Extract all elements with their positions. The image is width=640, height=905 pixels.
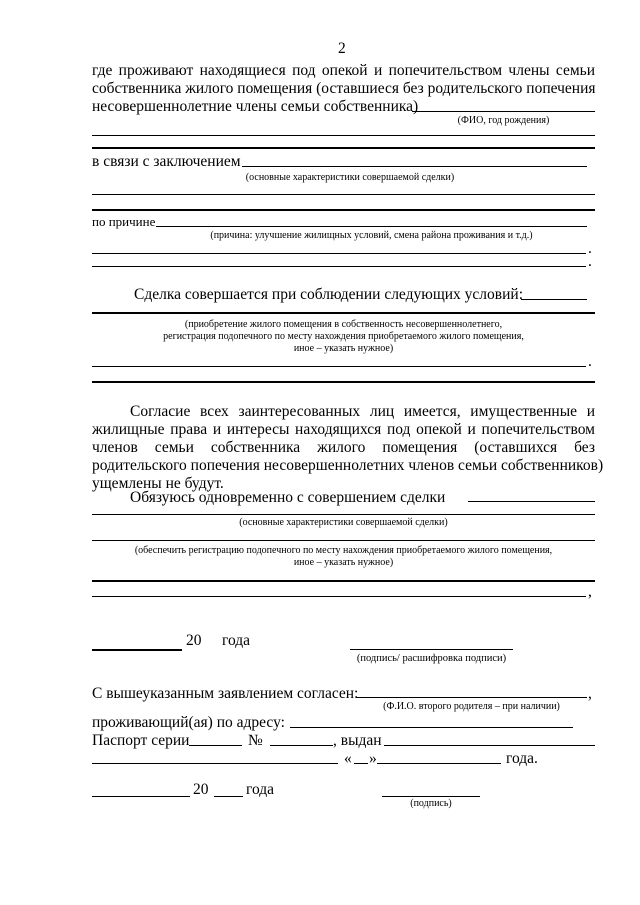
obligation-comma: , (588, 583, 592, 600)
sign2-year-field[interactable] (214, 796, 243, 797)
date-month-field[interactable] (377, 763, 501, 764)
residents-line-1: где проживают находящиеся под опекой и попечительством члены семьи (92, 62, 595, 79)
obligation-label: Обязуюсь одновременно с совершением сделки (130, 489, 446, 506)
conditions-label: Сделка совершается при соблюдении следующих условий: (134, 286, 524, 303)
second-parent-label: С вышеуказанным заявлением согласен: (92, 685, 359, 702)
reason-dot-2: . (588, 253, 592, 270)
divider-1 (92, 147, 595, 149)
residents-line-3: несовершеннолетние члены семьи собственника) (92, 98, 419, 115)
address-label: проживающий(ая) по адресу: (92, 714, 285, 731)
date-open-quote: « (344, 750, 352, 767)
passport-series-label: Паспорт серии (92, 732, 190, 749)
conditions-hint-1: (приобретение жилого помещения в собственность несовершеннолетнего, (184, 319, 503, 330)
residents-line-2: собственника жилого помещения (оставшиеся без родительского попечения (92, 80, 596, 97)
sign1-year-word: года (222, 632, 251, 649)
conditions-hint-2: регистрация подопечного по месту нахождения приобретаемого жилого помещения, (163, 331, 524, 342)
conditions-line-extra[interactable] (92, 366, 586, 367)
divider-3 (92, 381, 595, 383)
conclusion-label: в связи с заключением (92, 153, 241, 170)
sign1-signature-field[interactable] (350, 649, 513, 650)
consent-line-3: членов семьи собственника жилого помещения (оставшихся без (92, 439, 595, 456)
reason-line-3[interactable] (92, 266, 586, 267)
reason-line-2[interactable] (92, 253, 586, 254)
divider-2 (92, 209, 595, 211)
conclusion-hint: (основные характеристики совершаемой сделки) (245, 172, 455, 183)
consent-line-5: ущемлены не будут. (92, 475, 224, 492)
residents-name-field[interactable] (412, 111, 595, 112)
obligation-line-1[interactable] (92, 514, 595, 515)
residents-line-extra[interactable] (92, 135, 595, 136)
conclusion-field[interactable] (242, 166, 587, 167)
passport-number-sign: № (248, 732, 263, 749)
reason-label: по причине (92, 214, 156, 229)
obligation-hint-2a: (обеспечить регистрацию подопечного по месту нахождения приобретаемого жилого помещения, (134, 545, 553, 556)
second-parent-hint: (Ф.И.О. второго родителя – при наличии) (383, 701, 560, 712)
address-field[interactable] (290, 727, 573, 728)
residents-hint: (ФИО, год рождения) (457, 115, 550, 126)
date-year-word: года. (506, 750, 538, 767)
consent-line-4: родительского попечения несовершеннолетних членов семьи собственников) (92, 457, 604, 474)
sign1-year-prefix: 20 (186, 632, 202, 649)
conditions-line[interactable] (92, 312, 595, 314)
passport-issued-label: , выдан (333, 732, 382, 749)
date-close-quote: » (369, 750, 377, 767)
passport-issued-field-2[interactable] (92, 763, 338, 764)
divider-4 (92, 580, 595, 582)
consent-line-2: жилищные права и интересы находящихся под опекой и попечительством (92, 421, 595, 438)
conditions-field[interactable] (521, 299, 587, 300)
sign2-year-word: года (246, 781, 275, 798)
consent-line-1: Согласие всех заинтересованных лиц имеется, имущественные и (130, 403, 595, 420)
passport-number-field[interactable] (270, 745, 333, 746)
second-parent-name-field[interactable] (356, 697, 587, 698)
page-number: 2 (338, 40, 346, 57)
obligation-hint-2b: иное – указать нужное) (293, 557, 394, 568)
sign2-hint: (подпись) (410, 798, 452, 809)
passport-issued-field[interactable] (384, 745, 595, 746)
date-day-field[interactable] (354, 763, 368, 764)
sign2-day-field[interactable] (92, 796, 190, 797)
sign1-hint: (подпись/ расшифровка подписи) (356, 653, 507, 664)
obligation-line-3[interactable] (92, 596, 586, 597)
obligation-field[interactable] (468, 501, 595, 502)
obligation-line-2[interactable] (92, 540, 595, 541)
passport-series-field[interactable] (189, 745, 242, 746)
reason-hint: (причина: улучшение жилищных условий, смена района проживания и т.д.) (210, 230, 533, 241)
reason-dot-1: . (588, 240, 592, 257)
conclusion-line-extra[interactable] (92, 194, 595, 195)
sign2-year-prefix: 20 (193, 781, 209, 798)
reason-field[interactable] (156, 226, 587, 227)
second-parent-comma: , (588, 685, 592, 702)
sign2-signature-field[interactable] (382, 796, 480, 797)
sign1-day-field[interactable] (92, 649, 182, 651)
conditions-dot: . (588, 353, 592, 370)
obligation-hint-1: (основные характеристики совершаемой сделки) (239, 517, 448, 528)
conditions-hint-3: иное – указать нужное) (293, 343, 394, 354)
